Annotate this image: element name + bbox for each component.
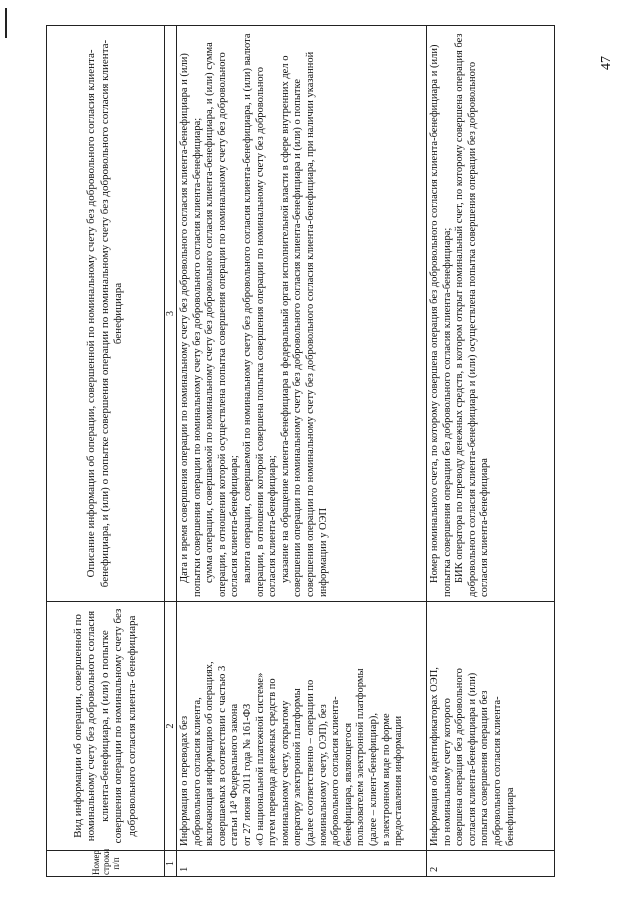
operation-kind-cell (427, 602, 555, 851)
kind-line: оператору электронной платформы (292, 688, 304, 846)
kind-line: совершена операция без добровольного (454, 668, 466, 846)
rotated-page-content (46, 33, 576, 877)
column-number: 3 (165, 26, 177, 602)
table-row (177, 26, 427, 877)
operation-kind-cell (177, 602, 427, 851)
table-header-row (47, 26, 165, 877)
description-paragraph: сумма операции, совершаемой по номинальному счету без добровольного согласия клиента-бенефициара, и (или) сумма операции, в отношении которой осуществлена попытка совершения операции по номинальному счету без добровольного согласия клиента-бенефициара; (204, 42, 241, 597)
kind-line: предоставления информации (393, 715, 405, 846)
table-row (427, 26, 555, 877)
kind-line: номинальному счету, ОЭП), без (317, 704, 329, 846)
kind-line: включающая информацию об операциях, (204, 661, 216, 846)
kind-line: по номинальному счету которого (441, 698, 453, 846)
column-number: 1 (165, 851, 177, 877)
kind-line: согласия клиента-бенефициара и (или) (466, 672, 478, 846)
kind-line: Информация о переводах без (179, 715, 190, 846)
kind-line: добровольного согласия клиента- (491, 696, 503, 846)
operations-table (46, 25, 555, 877)
kind-line: (далее – клиент-бенефициар), (367, 713, 379, 846)
kind-line: пользователем электронной платформы (355, 668, 367, 846)
description-paragraph: Дата и время совершения операции по номинальному счету без добровольного согласия клиента-бенефициара и (или) попытки совершения операции по номинальному счету без добровольного согласия клиента-бенефициара; (179, 53, 203, 597)
kind-line: совершаемых в соответствии с частью 3 (216, 665, 228, 846)
kind-line: в электронном виде по форме (380, 713, 392, 846)
kind-line: Информация об идентификаторах ОЭП, (429, 667, 440, 846)
kind-line: путем перевода денежных средств по (267, 678, 279, 846)
kind-line: номинальному счету, открытому (279, 700, 291, 846)
column-number-row (165, 26, 177, 877)
description-paragraph: валюта операции, совершаемой по номинальному счету без добровольного согласия клиента-бенефициара, и (или) валюта операции, в отношении которой совершена попытка совершения операции по номинальному счету без добровольного согласия клиента-бенефициара; (241, 33, 279, 597)
kind-line: (далее соответственно – операции по (304, 679, 316, 846)
header-row-number: Номер строки п/п (47, 851, 165, 877)
operation-description-cell (177, 26, 427, 602)
operation-description-cell (427, 26, 555, 602)
description-paragraph: указание на обращение клиента-бенефициара в федеральный орган исполнительной власти в сфере внутренних дел о совершении операции по номинальному счету без добровольного согласия клиента-бенефициара и (или) о попытке совершения операции по номинальному счету без добровольного согласия клиента-бенефициара, при наличии указанной информации у ОЭП (279, 51, 329, 597)
page-number: 47 (599, 56, 614, 70)
kind-line: бенефициара (504, 787, 516, 846)
kind-line: бенефициара, являющегося (342, 722, 354, 846)
kind-line: добровольного согласия клиента- (330, 696, 342, 846)
description-paragraph: БИК оператора по переводу денежных средств, в котором открыт номинальный счет, по которому совершена операция без добровольного согласия клиента-бенефициара и (или) осуществлена попытка совершения операции без добровольного согласия клиента-бенефициара (454, 33, 491, 597)
kind-line: статьи 14³ Федерального закона (229, 703, 241, 846)
kind-line: от 27 июня 2011 года № 161-ФЗ (241, 703, 253, 846)
row-number: 2 (427, 851, 555, 877)
kind-line: «О национальной платежной системе» (254, 672, 266, 846)
header-operation-kind: Вид информации об операции, совершенной по номинальному счету без добровольного согласия клиента-бенефициара, и (или) о попытке совершения операции по номинальному счету без добровольного согласия клиента- бенефициара (47, 602, 165, 851)
kind-line: добровольного согласия клиента, (191, 697, 203, 846)
description-paragraph: Номер номинального счета, по которому совершена операция без добровольного согласия клиента-бенефициара и (или) попытка совершения операции без добровольного согласия клиента-бенефициара; (429, 44, 453, 597)
kind-line: попытка совершения операции без (479, 690, 491, 846)
row-number: 1 (177, 851, 427, 877)
header-operation-description: Описание информации об операции, совершенной по номинальному счету без добровольного согласия клиента-бенефициара, и (или) о попытке совершения операции по номинальному счету без добровольного согласия клиента-бенефициара (47, 26, 165, 602)
edge-mark (5, 8, 7, 38)
column-number: 2 (165, 602, 177, 851)
